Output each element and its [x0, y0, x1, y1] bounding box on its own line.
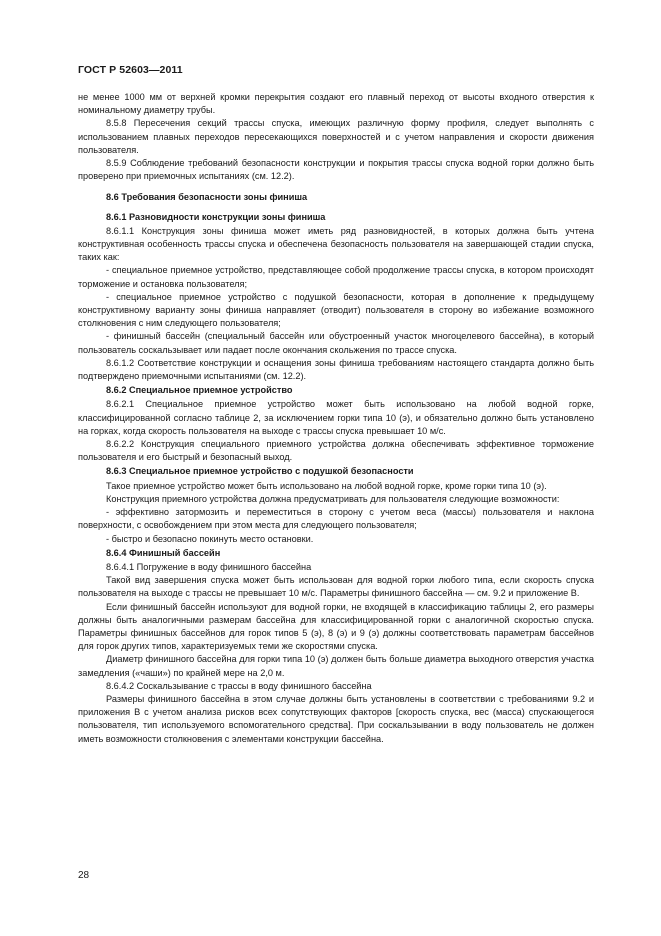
subsection-heading-8-6-4: 8.6.4 Финишный бассейн [106, 547, 221, 558]
subsection-heading-8-6-2: 8.6.2 Специальное приемное устройство [106, 385, 293, 396]
page-number: 28 [78, 870, 90, 881]
document-header: ГОСТ Р 52603—2011 [78, 64, 183, 76]
paragraph: Диаметр финишного бассейна для горки типа 10 (э) должен быть больше диаметра выходного отверстия участка замедления («чаши») по крайней мере на 2,0 м. [78, 654, 594, 678]
paragraph: Конструкция приемного устройства должна предусматривать для пользователя следующие возможности: [106, 493, 560, 504]
section-heading-8-6: 8.6 Требования безопасности зоны финиша [106, 192, 308, 203]
paragraph: Размеры финишного бассейна в этом случае должны быть установлены в соответствии с требованиями 9.2 и приложения В с учетом анализа рисков всех сопутствующих факторов [скорость спуска, вес (масса) спускающегося пользователя, тип используемого вспомогательного средства]. При соскальзывании в воду пользователь не должен иметь возможности столкновения с элементами конструкции бассейна. [78, 693, 594, 744]
paragraph: Если финишный бассейн используют для водной горки, не входящей в классификацию таблицы 2, его размеры должны быть аналогичными размерам бассейна для классифицированной горки с аналогичной скоростью спуска. Параметры финишных бассейнов для горок типов 5 (э), 8 (э) и 9 (э) должны соответствовать параметрам бассейнов для горок других типов, характеризуемых теми же скоростями спуска. [78, 601, 594, 652]
paragraph-8-6-1-1: 8.6.1.1 Конструкция зоны финиша может иметь ряд разновидностей, в которых должна быть учтена конструктивная особенность трассы спуска и обеспечена безопасность пользователя на завершающей стадии спуска, таких как: [78, 225, 594, 263]
paragraph-8-6-2-1: 8.6.2.1 Специальное приемное устройство может быть использовано на любой водной горке, классифицированной согласно таблице 2, за исключением горки типа 10 (э), и обязательно должно быть установлено на горках, когда скорость пользователя на выходе с трассы спуска превышает 10 м/с. [78, 399, 594, 436]
paragraph: не менее 1000 мм от верхней кромки перекрытия создают его плавный переход от высоты входного отверстия к номинальному диаметру трубы. [78, 92, 594, 116]
list-item: - эффективно затормозить и переместиться в сторону с учетом веса (массы) пользователя и наклона поверхности, с освобождением при этом места для следующего пользователя; [78, 507, 594, 531]
paragraph-8-5-8: 8.5.8 Пересечения секций трассы спуска, имеющих различную форму профиля, следует выполнять с использованием плавных переходов пересекающихся поверхностей и с учетом направления и скорости движения пользователя. [78, 118, 594, 155]
paragraph-8-6-4-2-title: 8.6.4.2 Соскальзывание с трассы в воду финишного бассейна [106, 680, 372, 691]
list-item: - быстро и безопасно покинуть место остановки. [106, 533, 314, 544]
paragraph-8-6-2-2: 8.6.2.2 Конструкция специального приемного устройства должна обеспечивать эффективное торможение пользователя и его быстрый и безопасный выход. [78, 439, 594, 463]
subsection-heading-8-6-1: 8.6.1 Разновидности конструкции зоны финиша [106, 211, 326, 222]
list-item: - финишный бассейн (специальный бассейн или обустроенный участок многоцелевого бассейна), в который пользователь соскальзывает или падает после окончания скольжения по трассе спуска. [78, 331, 594, 355]
paragraph-8-6-4-1-title: 8.6.4.1 Погружение в воду финишного бассейна [106, 561, 312, 572]
paragraph-8-6-1-2: 8.6.1.2 Соответствие конструкции и оснащения зоны финиша требованиям настоящего стандарта должно быть подтверждено приемочными испытаниями (см. 12.2). [78, 357, 594, 382]
list-item: - специальное приемное устройство, представляющее собой продолжение трассы спуска, в котором происходят торможение и остановка пользователя; [78, 265, 594, 289]
paragraph: Такой вид завершения спуска может быть использован для водной горки любого типа, если скорость спуска пользователя на выходе с трассы не превышает 10 м/с. Параметры финишного бассейна — см. 9.2 и приложение В. [78, 575, 594, 599]
document-body [78, 91, 594, 746]
paragraph: Такое приемное устройство может быть использовано на любой водной горке, кроме горки типа 10 (э). [106, 480, 547, 491]
list-item: - специальное приемное устройство с подушкой безопасности, которая в дополнение к предыдущему конструктивному варианту зоны финиша направляет (отводит) пользователя в сторону во избежание возможного столкновения с ним следующего пользователя; [78, 291, 594, 329]
paragraph-8-5-9: 8.5.9 Соблюдение требований безопасности конструкции и покрытия трассы спуска водной горки должно быть проверено при приемочных испытаниях (см. 12.2). [78, 158, 594, 182]
subsection-heading-8-6-3: 8.6.3 Специальное приемное устройство с подушкой безопасности [106, 466, 414, 477]
